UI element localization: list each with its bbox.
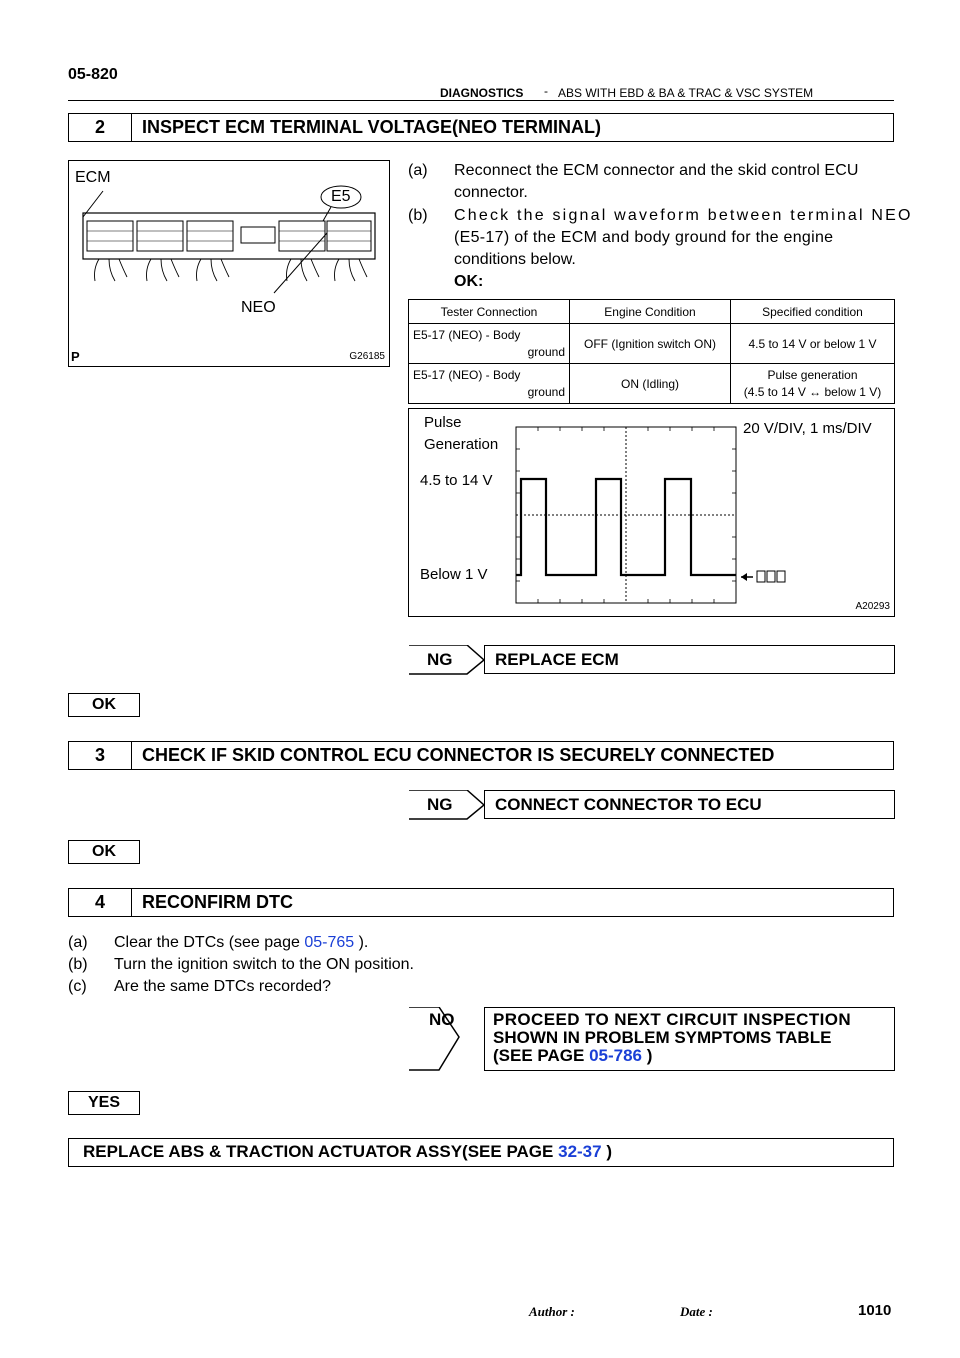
low-level-label: Below 1 V bbox=[420, 566, 488, 583]
final-action-end: ) bbox=[606, 1142, 612, 1161]
connection-text: E5-17 (NEO) - Body bbox=[413, 327, 521, 342]
high-level-label: 4.5 to 14 V bbox=[420, 472, 493, 489]
connection-text-cont: ground bbox=[527, 344, 565, 359]
table-cell-condition: OFF (Ignition switch ON) bbox=[570, 324, 731, 364]
no-action-line: PROCEED TO NEXT CIRCUIT INSPECTION bbox=[493, 1010, 852, 1029]
e5-label: E5 bbox=[331, 188, 351, 205]
final-action-box bbox=[68, 1138, 894, 1167]
item-b-text: Check the signal waveform between terminal NEO bbox=[454, 207, 913, 224]
table-cell-spec: 4.5 to 14 V or below 1 V bbox=[731, 324, 895, 364]
step-3-header bbox=[68, 741, 894, 770]
step-4-instructions bbox=[68, 932, 894, 1002]
item-a-label: (a) bbox=[408, 162, 428, 179]
step-2-ng-result bbox=[409, 645, 895, 675]
ok-tab-label: OK bbox=[92, 843, 116, 860]
table-row bbox=[409, 324, 895, 364]
neo-label: NEO bbox=[241, 299, 276, 316]
footer-author: Author : bbox=[529, 1304, 575, 1319]
ok-tab bbox=[68, 693, 140, 717]
table-header-row bbox=[409, 300, 895, 324]
ng-action-box: CONNECT CONNECTOR TO ECU bbox=[484, 790, 895, 819]
no-action-line: (SEE PAGE 05-786 ) bbox=[493, 1046, 653, 1065]
no-tag: NO bbox=[429, 1010, 455, 1029]
spec-table bbox=[408, 299, 895, 404]
ng-action-box: REPLACE ECM bbox=[484, 645, 895, 674]
system-title: ABS WITH EBD & BA & TRAC & VSC SYSTEM bbox=[558, 86, 814, 100]
ecm-connector-figure bbox=[68, 160, 390, 367]
final-action-text: REPLACE ABS & TRACTION ACTUATOR ASSY(SEE PAGE bbox=[83, 1142, 554, 1161]
item-b-label: (b) bbox=[408, 207, 428, 224]
table-header: Specified condition bbox=[731, 300, 895, 324]
step-4-header bbox=[68, 888, 894, 917]
step-number: 2 bbox=[69, 114, 132, 141]
section-title: DIAGNOSTICS bbox=[440, 86, 524, 100]
item-b-text: Turn the ignition switch to the ON position. bbox=[114, 956, 414, 973]
connection-text-cont: ground bbox=[527, 384, 565, 399]
waveform-figure bbox=[408, 408, 895, 617]
table-header: Engine Condition bbox=[570, 300, 731, 324]
ecm-label: ECM bbox=[75, 169, 111, 186]
ok-tab bbox=[68, 840, 140, 864]
yes-tab-label: YES bbox=[87, 1094, 120, 1111]
ok-criteria-label: OK: bbox=[454, 273, 484, 290]
item-a-text: Reconnect the ECM connector and the skid control ECU bbox=[454, 162, 859, 179]
step-title: CHECK IF SKID CONTROL ECU CONNECTOR IS SECURELY CONNECTED bbox=[142, 745, 775, 765]
page-link-05-786[interactable]: 05-786 bbox=[589, 1046, 642, 1065]
spec-text: Pulse generation bbox=[767, 367, 858, 382]
item-a-text: Clear the DTCs (see page 05-765 ). bbox=[114, 934, 369, 951]
page-link-32-37[interactable]: 32-37 bbox=[558, 1142, 602, 1161]
item-c-label: (c) bbox=[68, 978, 87, 995]
step-number: 4 bbox=[69, 889, 132, 916]
table-cell-connection bbox=[409, 324, 570, 364]
footer-page: 1010 bbox=[858, 1302, 892, 1319]
page-header bbox=[68, 86, 894, 101]
step-title: RECONFIRM DTC bbox=[142, 892, 293, 912]
spec-text-cont: (4.5 to 14 V ↔ below 1 V) bbox=[743, 384, 882, 399]
item-c-text: Are the same DTCs recorded? bbox=[114, 978, 331, 995]
pulse-label: Pulse bbox=[424, 414, 462, 431]
yes-tab bbox=[68, 1091, 140, 1115]
table-cell-spec bbox=[731, 364, 895, 404]
waveform-code: A20293 bbox=[855, 601, 890, 612]
table-row bbox=[409, 364, 895, 404]
table-cell-condition: ON (Idling) bbox=[570, 364, 731, 404]
item-b-text-cont2: conditions below. bbox=[454, 251, 576, 268]
step-title: INSPECT ECM TERMINAL VOLTAGE(NEO TERMINAL) bbox=[142, 117, 601, 137]
figure-code: G26185 bbox=[349, 351, 385, 362]
item-a-text-cont: connector. bbox=[454, 184, 528, 201]
figure-marker: P bbox=[71, 349, 80, 364]
item-b-label: (b) bbox=[68, 956, 88, 973]
step-2-header bbox=[68, 113, 894, 142]
step-3-ng-result bbox=[409, 790, 895, 820]
item-a-label: (a) bbox=[68, 934, 88, 951]
generation-label: Generation bbox=[424, 436, 499, 453]
no-action-line: SHOWN IN PROBLEM SYMPTOMS TABLE bbox=[493, 1028, 832, 1047]
page-link-05-765[interactable]: 05-765 bbox=[304, 934, 355, 951]
ng-tag: NG bbox=[427, 795, 453, 814]
ok-tab-label: OK bbox=[92, 696, 116, 713]
step-4-no-result bbox=[409, 1007, 895, 1071]
step-2-instructions bbox=[408, 160, 913, 296]
table-cell-connection bbox=[409, 364, 570, 404]
footer-date: Date : bbox=[680, 1304, 713, 1319]
connection-text: E5-17 (NEO) - Body bbox=[413, 367, 521, 382]
table-header: Tester Connection bbox=[409, 300, 570, 324]
step-number: 3 bbox=[69, 742, 132, 769]
item-b-text-cont: (E5-17) of the ECM and body ground for the engine bbox=[454, 229, 834, 246]
page-number: 05-820 bbox=[68, 66, 118, 83]
ng-tag: NG bbox=[427, 650, 453, 669]
header-dash: - bbox=[544, 84, 548, 98]
no-action-box bbox=[484, 1007, 895, 1071]
scale-label: 20 V/DIV, 1 ms/DIV bbox=[743, 420, 872, 437]
